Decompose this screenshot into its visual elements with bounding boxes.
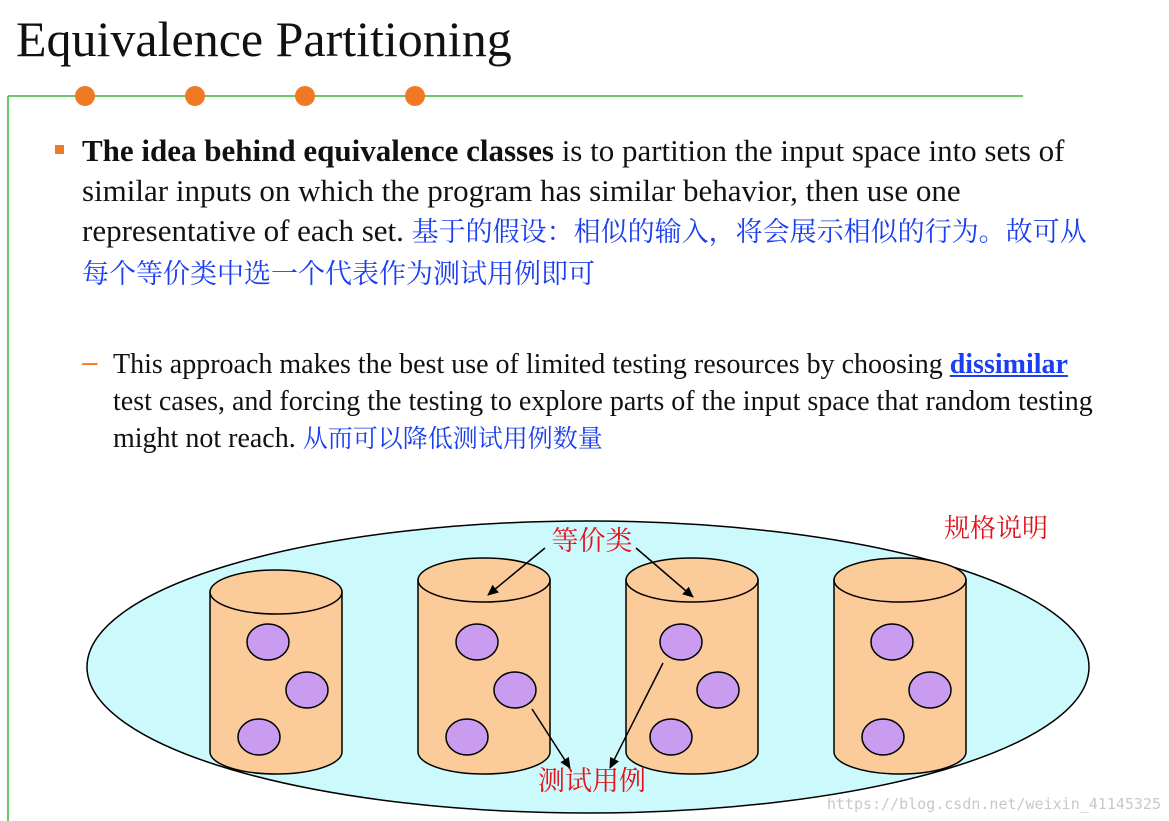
bullet-marker [55, 145, 64, 154]
test-point [862, 719, 904, 755]
test-point [456, 624, 498, 660]
test-point [494, 672, 536, 708]
deco-dot [185, 86, 205, 106]
test-point [697, 672, 739, 708]
test-point [909, 672, 951, 708]
sub-bullet [113, 346, 1113, 457]
bullet-text: is to partition the input space into sets of similar inputs on which the program has similar behavior, then use one representative of each set. [82, 133, 1065, 248]
label-specification: 规格说明 [943, 514, 1049, 544]
slide-title: Equivalence Partitioning [16, 11, 512, 67]
cylinder [418, 558, 550, 774]
deco-dot [75, 86, 95, 106]
cylinder [834, 558, 966, 774]
test-point [446, 719, 488, 755]
main-bullet [82, 131, 1092, 295]
bullet-note-cn: 基于的假设：相似的输入，将会展示相似的行为。故可从每个等价类中选一个代表作为测试用例即可 [82, 217, 1087, 290]
watermark: https://blog.csdn.net/weixin_41145325 [826, 795, 1161, 813]
cylinder [210, 570, 342, 774]
sub-note-cn: 从而可以降低测试用例数量 [302, 424, 603, 453]
test-point [650, 719, 692, 755]
deco-dot [295, 86, 315, 106]
test-point [286, 672, 328, 708]
test-point [247, 624, 289, 660]
sub-bullet-dash: – [82, 346, 98, 377]
label-test-cases: 测试用例 [538, 766, 646, 797]
label-equivalence-classes: 等价类 [551, 526, 633, 557]
bullet-lead: The idea behind equivalence classes [82, 133, 554, 168]
dissimilar-highlight: dissimilar [949, 349, 1068, 380]
sub-text-after: test cases, and forcing the testing to explore parts of the input space that random testing might not reach. [113, 386, 1093, 454]
partition-diagram [0, 480, 1169, 821]
test-point [871, 624, 913, 660]
test-point [660, 624, 702, 660]
deco-dot [405, 86, 425, 106]
sub-text-before: This approach makes the best use of limited testing resources by choosing [113, 349, 950, 380]
cylinder [626, 558, 758, 774]
test-point [238, 719, 280, 755]
